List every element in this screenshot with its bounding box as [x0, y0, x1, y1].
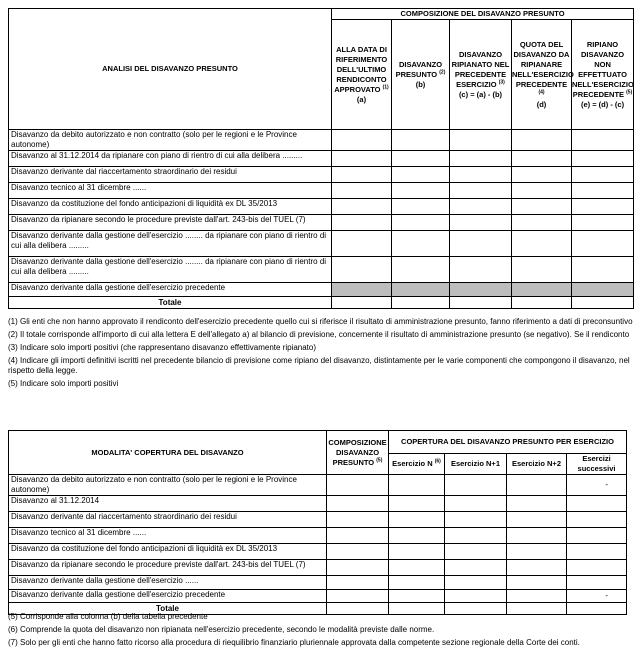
dash-cell: - [567, 475, 627, 496]
footnote: (7) Solo per gli enti che hanno fatto ricorso alla procedura di riequilibrio finanziario pluriennale approvata dalla competente sezione regionale della Corte dei conti. [8, 638, 580, 647]
total-label: Totale [9, 603, 327, 615]
table-row-label: Disavanzo derivante dalla gestione dell'esercizio ...... [9, 576, 327, 590]
col-year-n1-header: Esercizio N+1 [445, 454, 507, 475]
composition-group-header: COMPOSIZIONE DEL DISAVANZO PRESUNTO [332, 9, 634, 20]
coverage-group-header: COPERTURA DEL DISAVANZO PRESUNTO PER ESERCIZIO [389, 431, 627, 454]
table-row-label: Disavanzo da costituzione del fondo anticipazioni di liquidità ex DL 35/2013 [9, 544, 327, 560]
footnote: (5) Corrisponde alla colonna (b) della tabella precedente [8, 612, 208, 621]
col-year-n2-header: Esercizio N+2 [507, 454, 567, 475]
footnote: (6) Comprende la quota del disavanzo non ripianata nell'esercizio precedente, secondo le modalità previste dalle norme. [8, 625, 435, 634]
table-row-label: Disavanzo derivante dalla gestione dell'esercizio ........ da ripianare con piano di rientro di cui alla delibera ......... [9, 231, 332, 257]
notes-table2 [8, 612, 633, 651]
table-row-label: Disavanzo derivante dal riaccertamento straordinario dei residui [9, 167, 332, 183]
table-row-label: Disavanzo tecnico al 31 dicembre ...... [9, 528, 327, 544]
footnote: (4) Indicare gli importi definitivi iscritti nel precedente bilancio di previsione come ripiano del disavanzo, distintamente per le varie componenti che compongono il disavanzo, nel rispetto della legge. [8, 356, 630, 375]
table-row-label: Disavanzo da debito autorizzato e non contratto (solo per le regioni e le Province autonome) [9, 475, 327, 496]
table-row-label: Disavanzo derivante dal riaccertamento straordinario dei residui [9, 512, 327, 528]
composition-header: COMPOSIZIONE DISAVANZO PRESUNTO $^{(5)}$ [327, 431, 389, 475]
table-row-label: Disavanzo derivante dalla gestione dell'esercizio precedente [9, 590, 327, 603]
table-row-label: Disavanzo da ripianare secondo le procedure previste dall'art. 243-bis del TUEL (7) [9, 560, 327, 576]
notes-table1 [8, 317, 633, 392]
col-a-header: ALLA DATA DI RIFERIMENTO DELL'ULTIMO RENDICONTO APPROVATO $^{(1)}$ (a) [332, 20, 392, 130]
total-label: Totale [9, 297, 332, 309]
table-row-label: Disavanzo derivante dalla gestione dell'esercizio ........ da ripianare con piano di rientro di cui alla delibera ......... [9, 257, 332, 283]
table-row-label: Disavanzo al 31.12.2014 [9, 496, 327, 512]
footnote: (1) Gli enti che non hanno approvato il rendiconto dell'esercizio precedente quello cui si riferisce il risultato di amministrazione presunto, fanno riferimento a dati di preconsuntivo [8, 317, 633, 326]
table-row-label: Disavanzo da ripianare secondo le procedure previste dall'art. 243-bis del TUEL (7) [9, 215, 332, 231]
analysis-main-header: ANALISI DEL DISAVANZO PRESUNTO [9, 9, 332, 130]
disavanzo-analysis-table [8, 8, 634, 309]
col-following-years-header: Esercizi successivi [567, 454, 627, 475]
dash-cell: - [567, 590, 627, 603]
table-row-label: Disavanzo da costituzione del fondo anticipazioni di liquidità ex DL 35/2013 [9, 199, 332, 215]
footnote: (3) Indicare solo importi positivi (che rappresentano disavanzo effettivamente ripianato) [8, 343, 317, 352]
col-year-n-header: Esercizio N $^{(6)}$ [389, 454, 445, 475]
footnote: (2) Il totale corrisponde all'importo di cui alla lettera E dell'allegato a) al bilancio di previsione, concernente il risultato di amministrazione presunto (se negativo). Se il rendiconto [8, 330, 630, 339]
col-e-header: RIPIANO DISAVANZO NON EFFETTUATO NELL'ESERCIZIO PRECEDENTE $^{(5)}$ (e) = (d) - (c) [572, 20, 634, 130]
footnote: (5) Indicare solo importi positivi [8, 379, 119, 388]
disavanzo-coverage-table [8, 430, 627, 615]
table-row-label: Disavanzo tecnico al 31 dicembre ...... [9, 183, 332, 199]
table-row-label: Disavanzo derivante dalla gestione dell'esercizio precedente [9, 283, 332, 297]
table-row-label: Disavanzo al 31.12.2014 da ripianare con piano di rientro di cui alla delibera ......... [9, 151, 332, 167]
col-d-header: QUOTA DEL DISAVANZO DA RIPIANARE NELL'ESERCIZIO PRECEDENTE $^{(4)}$ (d) [512, 20, 572, 130]
col-c-header: DISAVANZO RIPIANATO NEL PRECEDENTE ESERCIZIO $^{(3)}$ (c) = (a) - (b) [450, 20, 512, 130]
table-row-label: Disavanzo da debito autorizzato e non contratto (solo per le regioni e le Province autonome) [9, 130, 332, 151]
col-b-header: DISAVANZO PRESUNTO $^{(2)}$ (b) [392, 20, 450, 130]
coverage-main-header: MODALITA' COPERTURA DEL DISAVANZO [9, 431, 327, 475]
